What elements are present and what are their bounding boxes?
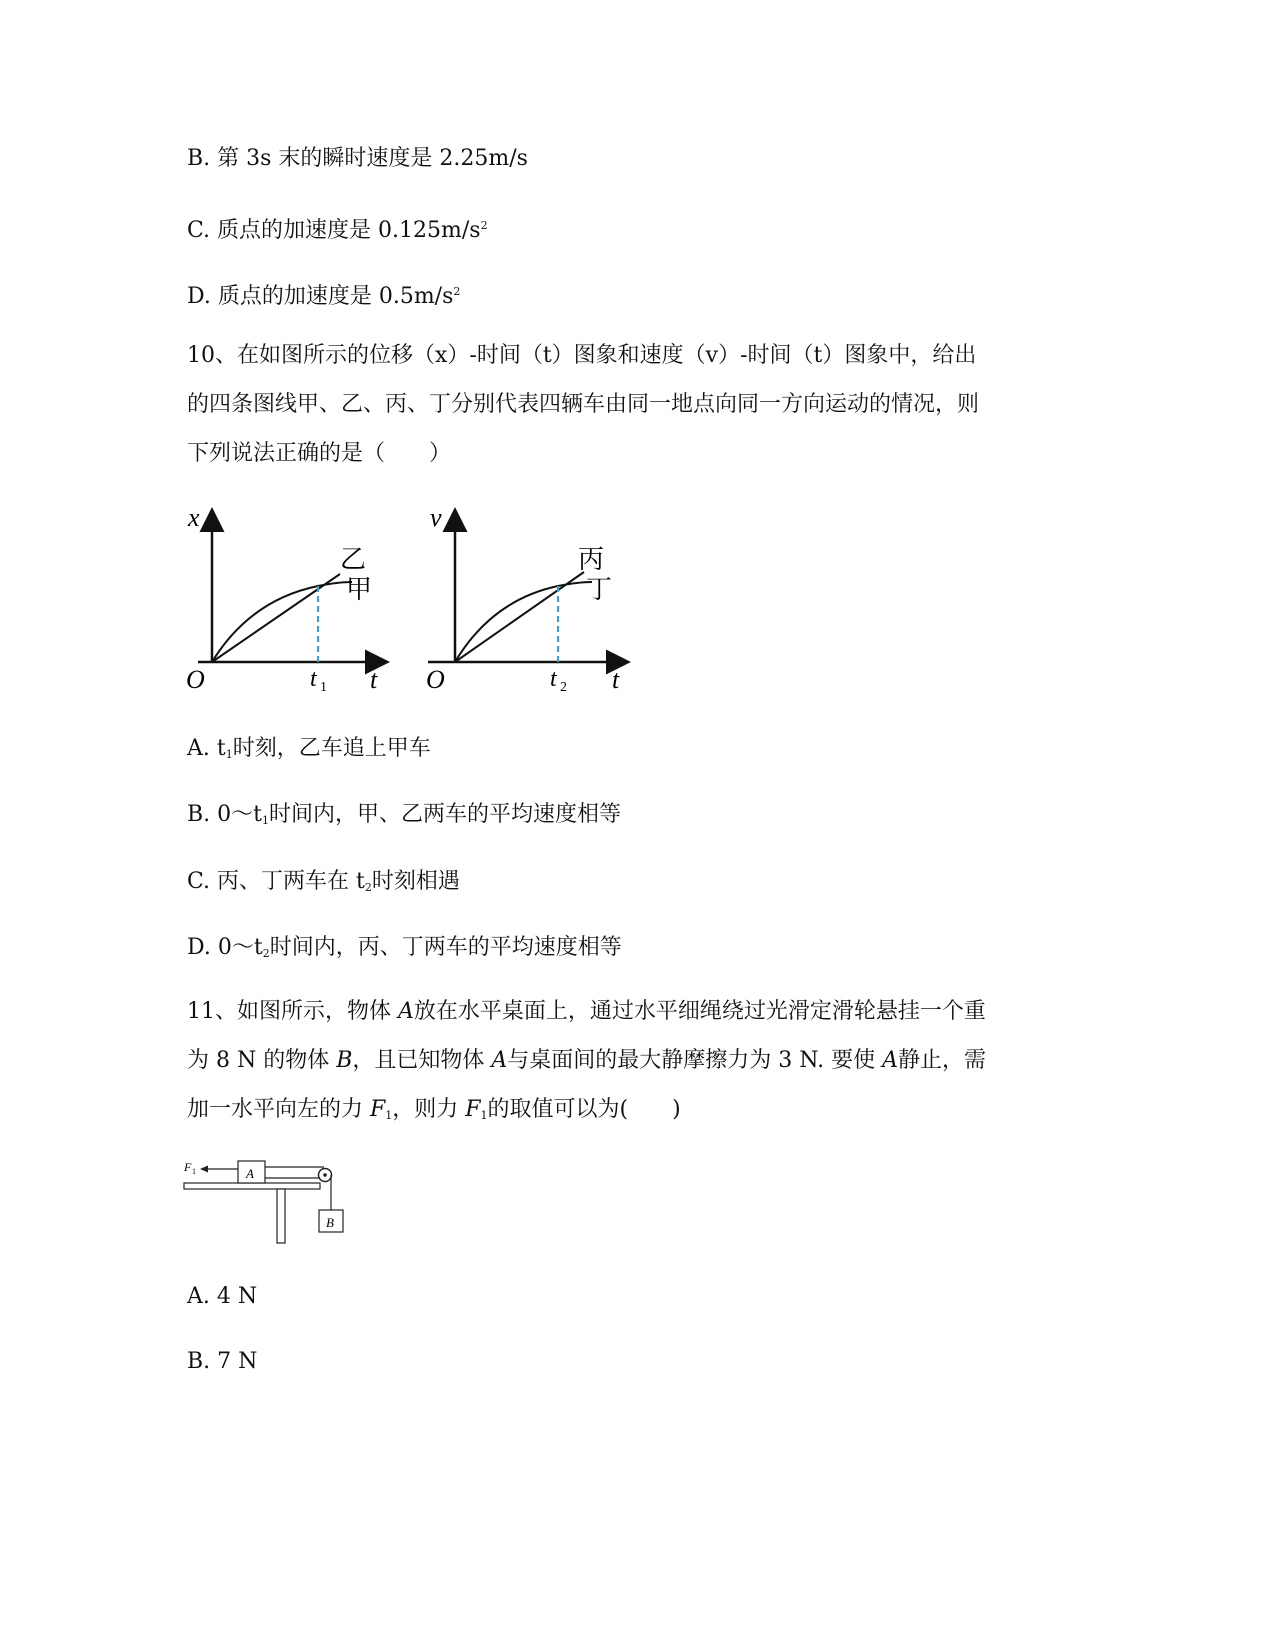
q10-option-a: A. $t_1$时刻，乙车追上甲车 bbox=[187, 736, 431, 761]
x-axis-label: t bbox=[612, 665, 620, 694]
block-a-label: A bbox=[246, 1166, 254, 1181]
q11-option-a: A. 4 N bbox=[187, 1284, 258, 1309]
yi-label: 乙 bbox=[340, 545, 367, 575]
q10-stem bbox=[187, 331, 1087, 478]
y-axis-label: x bbox=[188, 503, 200, 532]
force-label: F bbox=[184, 1160, 192, 1174]
table-top bbox=[184, 1183, 320, 1189]
block-b-label: B bbox=[326, 1215, 334, 1230]
q9-option-d: D. 质点的加速度是 $0.5m/s^2$ bbox=[187, 284, 461, 309]
ding-curve bbox=[455, 582, 592, 662]
jia-curve bbox=[212, 582, 352, 662]
t1-subscript: 1 bbox=[320, 680, 327, 695]
x-axis-label: t bbox=[370, 665, 378, 694]
q10-option-c: C. 丙、丁两车在 $t_2$时刻相遇 bbox=[187, 869, 460, 894]
t1-label: t bbox=[310, 666, 317, 692]
y-axis-label: v bbox=[430, 503, 442, 532]
q11-stem bbox=[187, 987, 1087, 1140]
force-arrowhead bbox=[200, 1166, 208, 1173]
origin-label: O bbox=[426, 665, 445, 694]
q10-stem-line: 下列说法正确的是（ ） bbox=[187, 441, 452, 466]
q10-figure bbox=[180, 500, 650, 700]
q10-stem-line: 的四条图线甲、乙、丙、丁分别代表四辆车由同一地点向同一方向运动的情况，则 bbox=[187, 392, 980, 417]
q10-stem-line: 10、在如图所示的位移（x）-时间（t）图象和速度（v）-时间（t）图象中，给出 bbox=[187, 343, 977, 368]
q11-option-b: B. 7 N bbox=[187, 1349, 258, 1374]
t2-label: t bbox=[550, 666, 557, 692]
q11-stem-line: 加一水平向左的力 $F_1$，则力 $F_1$的取值可以为( ) bbox=[187, 1097, 681, 1122]
q11-figure bbox=[180, 1150, 360, 1250]
t2-subscript: 2 bbox=[560, 680, 567, 695]
q11-stem-line: 为 8 N 的物体 B，且已知物体 A与桌面间的最大静摩擦力为 3 N. 要使 A静止，需 bbox=[187, 1048, 987, 1073]
x-t-graph bbox=[186, 503, 385, 695]
q9-option-b: B. 第 3s 末的瞬时速度是 2.25m/s bbox=[187, 146, 528, 171]
ding-label: 丁 bbox=[586, 575, 613, 605]
q9-option-c: C. 质点的加速度是 $0.125m/s^2$ bbox=[187, 218, 488, 243]
table-leg bbox=[277, 1189, 285, 1243]
yi-line bbox=[212, 574, 340, 662]
bing-line bbox=[455, 572, 584, 662]
jia-label: 甲 bbox=[346, 575, 373, 605]
v-t-graph bbox=[426, 503, 626, 695]
bing-label: 丙 bbox=[578, 545, 605, 575]
pulley-axle bbox=[323, 1173, 327, 1177]
force-label-subscript: 1 bbox=[192, 1167, 196, 1176]
q10-option-b: B. $0\sim t_1$时间内，甲、乙两车的平均速度相等 bbox=[187, 802, 622, 827]
origin-label: O bbox=[186, 665, 205, 694]
q11-stem-line: 11、如图所示，物体 A放在水平桌面上，通过水平细绳绕过光滑定滑轮悬挂一个重 bbox=[187, 999, 986, 1024]
q10-option-d: D. $0\sim t_2$时间内，丙、丁两车的平均速度相等 bbox=[187, 935, 622, 960]
